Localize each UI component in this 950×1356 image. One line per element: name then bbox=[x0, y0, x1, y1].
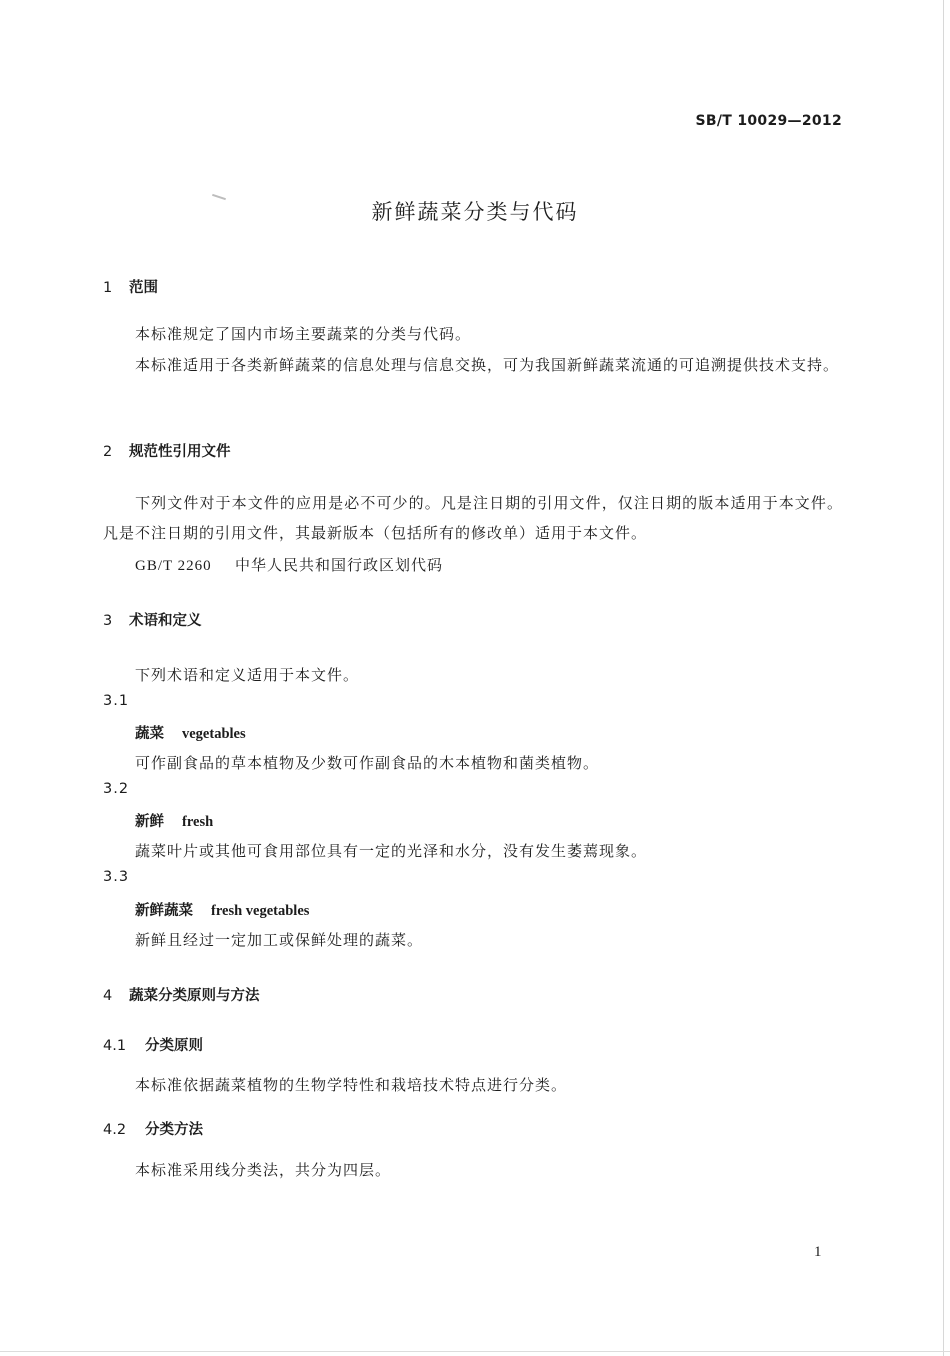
term-definition: 蔬菜叶片或其他可食用部位具有一定的光泽和水分，没有发生萎蔫现象。 bbox=[135, 842, 648, 860]
section-number: 2 bbox=[103, 444, 113, 460]
term-entry bbox=[135, 722, 246, 743]
subsection-title: 分类方法 bbox=[145, 1122, 203, 1138]
term-number: 3.2 bbox=[103, 781, 130, 797]
paragraph: 下列术语和定义适用于本文件。 bbox=[135, 666, 360, 684]
term-en: fresh vegetables bbox=[211, 903, 310, 919]
term-en: fresh bbox=[182, 814, 214, 830]
subsection-number: 4.1 bbox=[103, 1038, 127, 1054]
section-title: 范围 bbox=[129, 280, 158, 296]
term-number: 3.1 bbox=[103, 693, 130, 709]
section-4-heading bbox=[103, 984, 260, 1005]
paragraph: 本标准采用线分类法，共分为四层。 bbox=[135, 1161, 392, 1179]
paragraph: 下列文件对于本文件的应用是必不可少的。凡是注日期的引用文件，仅注日期的版本适用于本文件。凡是不注日期的引用文件，其最新版本（包括所有的修改单）适用于本文件。 bbox=[103, 494, 843, 542]
subsection-title: 分类原则 bbox=[145, 1038, 203, 1054]
subsection-4-1-heading bbox=[103, 1034, 203, 1055]
section-title: 术语和定义 bbox=[129, 613, 202, 629]
term-zh: 蔬菜 bbox=[135, 725, 164, 742]
paragraph-block bbox=[103, 350, 843, 380]
section-3-heading bbox=[103, 609, 202, 630]
section-2-heading bbox=[103, 440, 231, 461]
reference-title: 中华人民共和国行政区划代码 bbox=[235, 556, 444, 574]
page-number: 1 bbox=[814, 1244, 822, 1260]
scan-edge-line bbox=[0, 1351, 950, 1352]
normative-reference bbox=[135, 554, 443, 575]
paragraph-block bbox=[103, 488, 843, 548]
term-entry bbox=[135, 810, 213, 831]
paragraph: 本标准规定了国内市场主要蔬菜的分类与代码。 bbox=[135, 325, 472, 343]
section-title: 蔬菜分类原则与方法 bbox=[129, 988, 260, 1004]
section-number: 4 bbox=[103, 988, 113, 1004]
term-number: 3.3 bbox=[103, 869, 130, 885]
paragraph: 本标准适用于各类新鲜蔬菜的信息处理与信息交换，可为我国新鲜蔬菜流通的可追溯提供技术支持。 bbox=[135, 356, 840, 374]
document-title: 新鲜蔬菜分类与代码 bbox=[371, 200, 579, 224]
subsection-number: 4.2 bbox=[103, 1122, 127, 1138]
term-en: vegetables bbox=[182, 726, 246, 742]
standard-number: SB/T 10029—2012 bbox=[695, 113, 842, 129]
term-definition: 新鲜且经过一定加工或保鲜处理的蔬菜。 bbox=[135, 931, 424, 949]
reference-code: GB/T 2260 bbox=[135, 558, 212, 574]
section-title: 规范性引用文件 bbox=[129, 444, 231, 460]
term-entry bbox=[135, 899, 309, 920]
term-zh: 新鲜蔬菜 bbox=[135, 902, 193, 919]
term-zh: 新鲜 bbox=[135, 813, 164, 830]
term-definition: 可作副食品的草本植物及少数可作副食品的木本植物和菌类植物。 bbox=[135, 754, 600, 772]
subsection-4-2-heading bbox=[103, 1118, 203, 1139]
section-number: 3 bbox=[103, 613, 113, 629]
section-number: 1 bbox=[103, 280, 113, 296]
section-1-heading bbox=[103, 276, 158, 297]
paragraph: 本标准依据蔬菜植物的生物学特性和栽培技术特点进行分类。 bbox=[135, 1076, 568, 1094]
